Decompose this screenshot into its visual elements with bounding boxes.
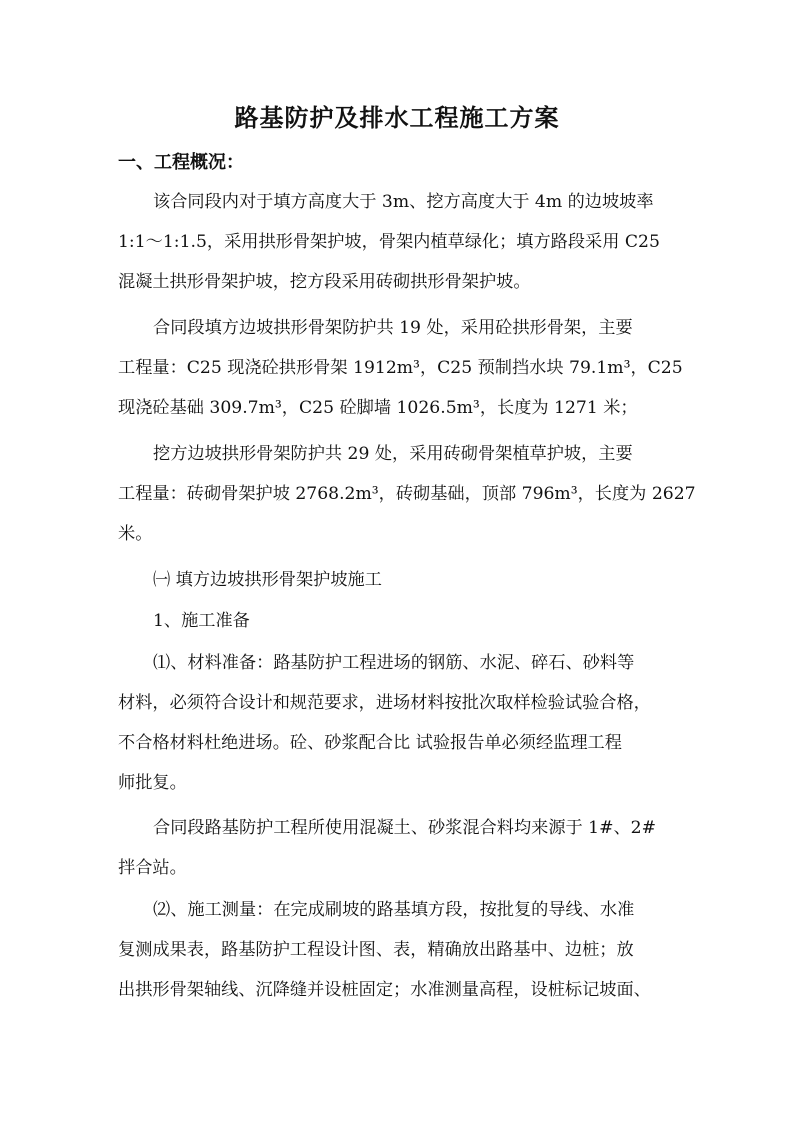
subsection-heading-text: ㈠ 填方边坡拱形骨架护坡施工	[153, 570, 382, 590]
paragraph-line: 师批复。	[118, 773, 187, 793]
paragraph-line: 1:1～1:1.5，采用拱形骨架护坡，骨架内植草绿化；填方路段采用 C25	[118, 232, 660, 252]
paragraph-line: 现浇砼基础 309.7m³，C25 砼脚墙 1026.5m³，长度为 1271 米；	[118, 398, 638, 418]
paragraph-line: 出拱形骨架轴线、沉降缝并设桩固定；水准测量高程，设桩标记坡面、	[118, 980, 651, 1000]
paragraph-line: 挖方边坡拱形骨架防护共 29 处，采用砖砌骨架植草护坡，主要	[153, 444, 633, 464]
paragraph-cut-slope-quantities	[118, 434, 696, 554]
paragraph-line: 工程量：C25 现浇砼拱形骨架 1912m³，C25 预制挡水块 79.1m³，C25	[118, 358, 683, 378]
paragraph-construction-survey	[118, 890, 684, 1010]
paragraph-line: ⑴、材料准备：路基防护工程进场的钢筋、水泥、碎石、砂料等	[153, 653, 635, 673]
paragraph-mixing-station	[118, 808, 684, 888]
paragraph-line: 合同段路基防护工程所使用混凝土、砂浆混合料均来源于 1#、2#	[153, 818, 657, 838]
paragraph-material-preparation	[118, 643, 684, 803]
paragraph-line: 材料，必须符合设计和规范要求，进场材料按批次取样检验试验合格，	[118, 693, 651, 713]
document-title: 路基防护及排水工程施工方案	[234, 103, 560, 132]
paragraph-overview	[118, 182, 684, 302]
paragraph-line: 不合格材料杜绝进场。砼、砂浆配合比 试验报告单必须经监理工程	[118, 733, 622, 753]
paragraph-line: 拌合站。	[118, 858, 187, 878]
paragraph-line: ⑵、施工测量：在完成刷坡的路基填方段，按批复的导线、水准	[153, 900, 635, 920]
item-heading-text: 1、施工准备	[153, 611, 250, 631]
paragraph-line: 米。	[118, 524, 153, 544]
paragraph-line: 该合同段内对于填方高度大于 3m、挖方高度大于 4m 的边坡坡率	[153, 192, 654, 212]
paragraph-fill-slope-quantities	[118, 308, 684, 428]
paragraph-line: 工程量：砖砌骨架护坡 2768.2m³，砖砌基础，顶部 796m³，长度为 2627	[118, 484, 696, 504]
subsection-heading	[118, 560, 684, 600]
section-heading-overview: 一、工程概况：	[118, 152, 244, 173]
item-heading	[118, 601, 684, 641]
paragraph-line: 混凝土拱形骨架护坡，挖方段采用砖砌拱形骨架护坡。	[118, 272, 531, 292]
paragraph-line: 复测成果表，路基防护工程设计图、表，精确放出路基中、边桩；放	[118, 940, 634, 960]
paragraph-line: 合同段填方边坡拱形骨架防护共 19 处，采用砼拱形骨架，主要	[153, 318, 633, 338]
